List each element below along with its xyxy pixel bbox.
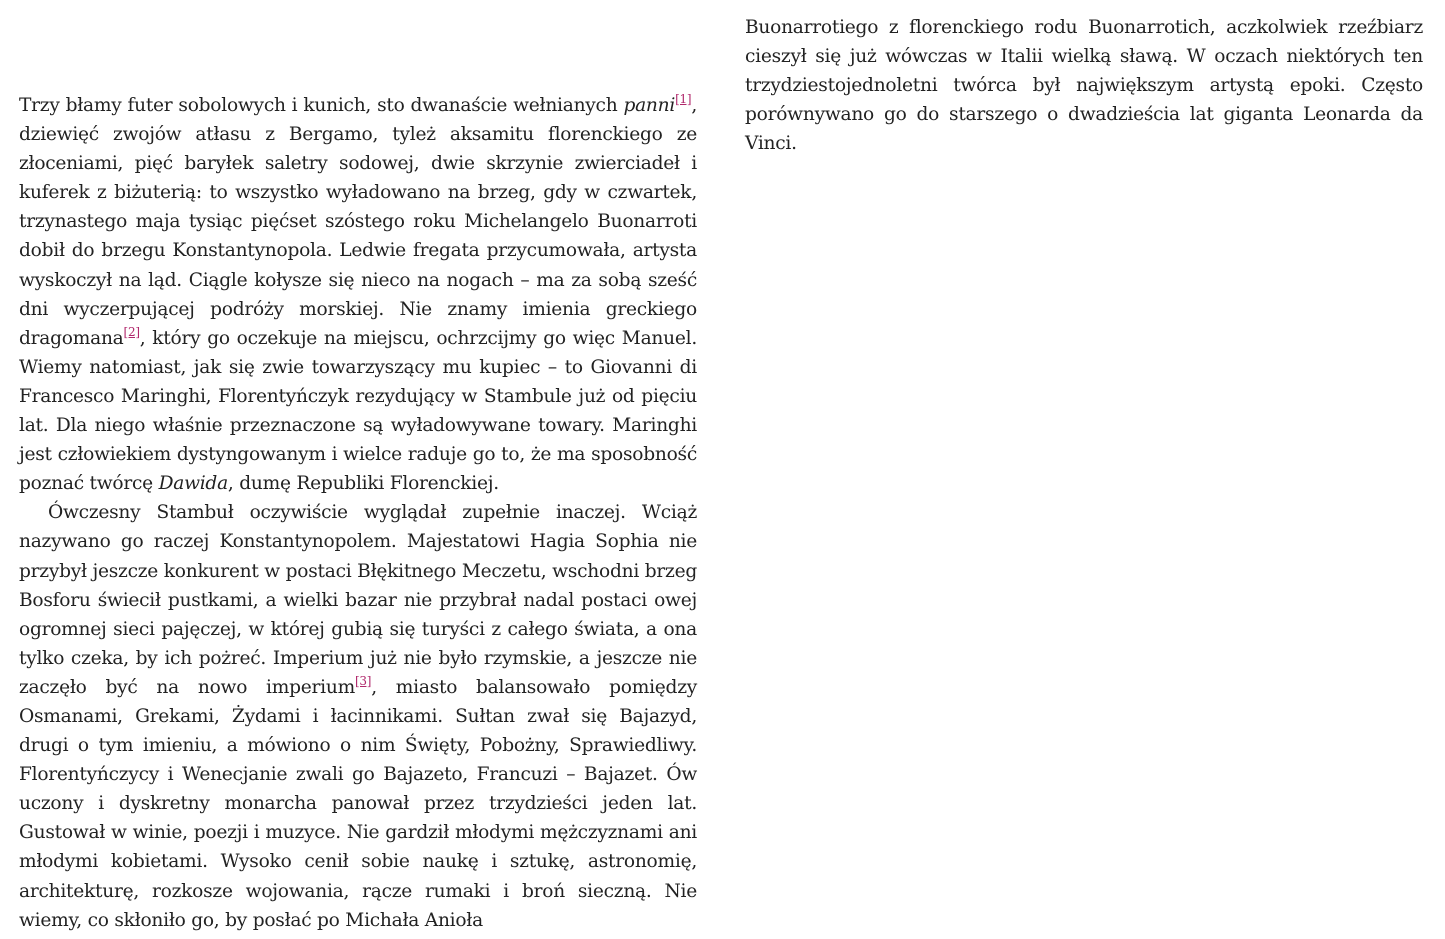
- text-run: , który go oczekuje na miejscu, ochrzcijmy go więc Manuel. Wiemy natomiast, jak się zwie towarzyszący mu kupiec – to Giovanni di Francesco Maringhi, Florentyńczyk rezydujący w Stambule już od pięciu lat. Dla niego właśnie przeznaczone są wyładowywane towary. Maringhi jest człowiekiem dystyngowanym i wielce raduje go to, że ma sposobność poznać twórcę: [19, 327, 697, 495]
- text-run: , dziewięć zwojów atłasu z Bergamo, tyleż aksamitu florenckiego ze złoceniami, pięć baryłek saletry sodowej, dwie skrzynie zwierciadeł i kuferek z biżuterią: to wszystko wyładowano na brzeg, gdy w czwartek, trzynastego maja tysiąc pięćset szóstego roku Michelangelo Buonarroti dobił do brzegu Konstantynopola. Ledwie fregata przycumowała, artysta wyskoczył na ląd. Ciągle kołysze się nieco na nogach – ma za sobą sześć dni wyczerpującej podróży morskiej. Nie znamy imienia greckiego dragomana: [19, 95, 697, 349]
- paragraph-continued: Buonarrotiego z florenckiego rodu Buonarrotich, aczkolwiek rzeźbiarz cieszył się już wówczas w Italii wielką sławą. W oczach niektórych ten trzydziestojednoletni twórca był największym artystą epoki. Często porównywano go do starszego o dwadzieścia lat giganta Leonarda da Vinci.: [745, 17, 1423, 155]
- footnote-link-1[interactable]: [1]: [675, 92, 692, 106]
- left-column: [19, 0, 697, 935]
- paragraph-2: [19, 498, 697, 934]
- footnote-link-3[interactable]: [3]: [354, 673, 372, 688]
- right-column: [745, 0, 1423, 158]
- text-run: , dumę Republiki Florenckiej.: [227, 473, 499, 495]
- text-run: Trzy błamy futer sobolowych i kunich, sto dwanaście wełnianych: [19, 95, 624, 116]
- italic-title-dawida: Dawida: [158, 473, 228, 495]
- footnote-ref-3[interactable]: [355, 674, 371, 688]
- footnote-link-2[interactable]: [2]: [123, 324, 140, 339]
- italic-term-panni: panni: [623, 95, 676, 116]
- text-run: , miasto balansowało pomiędzy Osmanami, Grekami, Żydami i łacinnikami. Sułtan zwał się Bajazyd, drugi o tym imieniu, a mówiono o nim Święty, Pobożny, Sprawiedliwy. Florentyńczycy i Wenecjanie zwali go Bajazeto, Francuzi – Bajazet. Ów uczony i dyskretny monarcha panował przez trzydzieści jeden lat. Gustował w winie, poezji i muzyce. Nie gardził młodymi mężczyznami ani młodymi kobietami. Wysoko cenił sobie naukę i sztukę, astronomię, architekturę, rozkosze wojowania, rącze rumaki i broń sieczną. Nie wiemy, co skłoniło go, by posłać po Michała Anioła: [19, 676, 698, 931]
- text-run: Ówczesny Stambuł oczywiście wyglądał zupełnie inaczej. Wciąż nazywano go raczej Konstantynopolem. Majestatowi Hagia Sophia nie przybył jeszcze konkurent w postaci Błękitnego Meczetu, wschodni brzeg Bosforu świecił pustkami, a wielki bazar nie przybrał nadal postaci owej ogromnej sieci pajęczej, w której gubią się turyści z całego świata, a ona tylko czeka, by ich pożreć. Imperium już nie było rzymskie, a jeszcze nie zaczęło być na nowo imperium: [19, 502, 697, 698]
- footnote-ref-1[interactable]: [675, 92, 691, 106]
- paragraph-1: [19, 91, 697, 498]
- footnote-ref-2[interactable]: [124, 325, 140, 339]
